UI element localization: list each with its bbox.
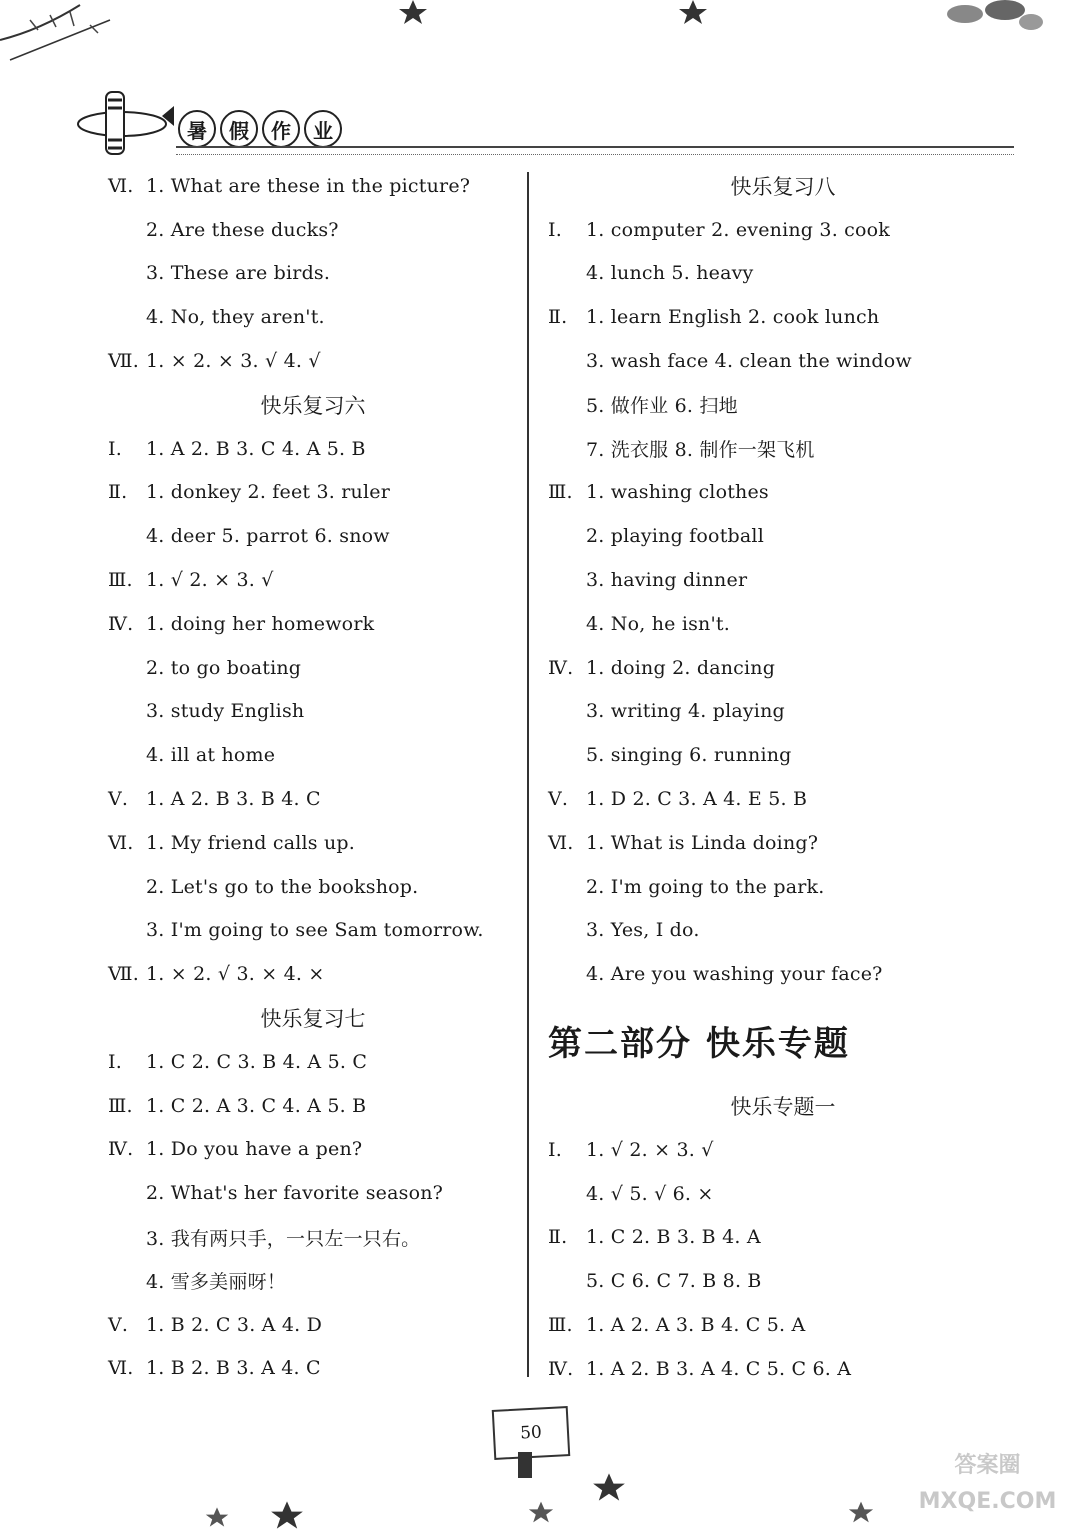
section-heading: 快乐专题一: [730, 1095, 836, 1120]
answer-line: [108, 865, 518, 909]
answer-line: [108, 646, 518, 690]
answer-line: [108, 471, 518, 515]
watermark-logo: [905, 1448, 1070, 1528]
section-numeral: Ⅰ.: [108, 1050, 122, 1073]
answer-line: [548, 821, 1018, 865]
page-number: 50: [519, 1422, 543, 1444]
column-divider: [527, 172, 529, 1377]
answer-text: 2. Are these ducks?: [146, 218, 339, 241]
answer-line: [548, 471, 1018, 515]
header-rule: [176, 146, 1014, 155]
answer-line: [108, 690, 518, 734]
section-numeral: Ⅱ.: [548, 306, 568, 329]
answer-line: [548, 339, 1018, 383]
answer-text: 1. doing her homework: [146, 612, 375, 635]
answer-line: [548, 1259, 1018, 1303]
answer-line: [548, 646, 1018, 690]
answer-line: [108, 295, 518, 339]
answer-text: 3. writing 4. playing: [586, 700, 785, 723]
answer-line: [108, 514, 518, 558]
leaf-decoration-icon: [935, 0, 1045, 40]
header-title-char: 作: [262, 110, 300, 148]
answer-text: 3. study English: [146, 700, 305, 723]
answer-line: [548, 690, 1018, 734]
answer-text: 1. √ 2. × 3. √: [146, 569, 274, 592]
star-icon: [678, 0, 708, 24]
section-heading: 快乐复习七: [260, 1007, 366, 1032]
section-numeral: Ⅰ.: [548, 218, 562, 241]
section-numeral: Ⅳ.: [548, 1357, 574, 1380]
answer-line: [108, 777, 518, 821]
answer-text: 3. Yes, I do.: [586, 919, 700, 942]
answer-text: 1. A 2. B 3. A 4. C 5. C 6. A: [586, 1357, 852, 1380]
answer-line: [548, 383, 1018, 427]
answer-line: [548, 952, 1018, 996]
section-numeral: Ⅶ.: [108, 963, 139, 986]
answer-text: 1. C 2. C 3. B 4. A 5. C: [146, 1050, 368, 1073]
answer-text: 4. No, he isn't.: [586, 612, 730, 635]
answer-text: 1. computer 2. evening 3. cook: [586, 218, 891, 241]
answer-text: 5. 做作业 6. 扫地: [586, 395, 738, 418]
answer-line: [548, 1128, 1018, 1172]
answer-text: 3. I'm going to see Sam tomorrow.: [146, 919, 484, 942]
answer-text: 1. C 2. B 3. B 4. A: [586, 1226, 761, 1249]
star-icon: [528, 1500, 554, 1524]
star-icon: [398, 0, 428, 24]
section-numeral: Ⅴ.: [108, 1313, 129, 1336]
answer-text: 1. donkey 2. feet 3. ruler: [146, 481, 390, 504]
answer-text: 1. doing 2. dancing: [586, 656, 776, 679]
answer-text: 1. What are these in the picture?: [146, 174, 471, 197]
answer-text: 2. What's her favorite season?: [146, 1182, 444, 1205]
star-icon: [205, 1506, 229, 1528]
answer-text: 7. 洗衣服 8. 制作一架飞机: [586, 439, 815, 462]
answer-text: 4. Are you washing your face?: [586, 963, 883, 986]
answer-line: [108, 558, 518, 602]
header-title: [178, 110, 342, 148]
answer-text: 1. C 2. A 3. C 4. A 5. B: [146, 1094, 367, 1117]
section-numeral: Ⅵ.: [548, 831, 574, 854]
answer-line: [108, 821, 518, 865]
star-icon: [592, 1472, 626, 1502]
answer-line: [548, 865, 1018, 909]
answer-text: 3. wash face 4. clean the window: [586, 350, 912, 373]
section-numeral: Ⅴ.: [108, 788, 129, 811]
section-numeral: Ⅲ.: [548, 1314, 573, 1337]
answer-text: 1. × 2. × 3. √ 4. √: [146, 350, 321, 373]
answer-text: 3. 我有两只手，一只左一只右。: [146, 1227, 421, 1250]
answer-text: 1. A 2. A 3. B 4. C 5. A: [586, 1314, 806, 1337]
sign-post: [518, 1452, 532, 1478]
answer-line: [108, 952, 518, 996]
answer-text: 4. 雪多美丽呀！: [146, 1271, 286, 1294]
answer-text: 4. ill at home: [146, 744, 276, 767]
answer-text: 1. B 2. C 3. A 4. D: [146, 1313, 323, 1336]
answer-text: 3. having dinner: [586, 569, 748, 592]
answer-text: 1. B 2. B 3. A 4. C: [146, 1357, 321, 1380]
answer-line: [548, 514, 1018, 558]
header-title-char: 假: [220, 110, 258, 148]
answer-line: [548, 909, 1018, 953]
answer-text: 2. to go boating: [146, 656, 302, 679]
answer-line: [548, 1347, 1018, 1391]
answer-line: [548, 1303, 1018, 1347]
answer-text: 1. My friend calls up.: [146, 831, 356, 854]
answer-line: [108, 733, 518, 777]
airplane-icon: [66, 86, 178, 160]
section-numeral: Ⅲ.: [108, 1094, 133, 1117]
answer-line: [108, 1171, 518, 1215]
header-title-char: 暑: [178, 110, 216, 148]
answer-text: 4. lunch 5. heavy: [586, 262, 754, 285]
answer-line: [548, 777, 1018, 821]
part-heading: 第二部分 快乐专题: [548, 1023, 850, 1064]
section-heading: 快乐复习六: [260, 393, 366, 418]
answer-line: [108, 427, 518, 471]
answer-line: [548, 558, 1018, 602]
answer-text: 1. washing clothes: [586, 481, 769, 504]
answer-line: [548, 602, 1018, 646]
section-numeral: Ⅳ.: [108, 612, 134, 635]
section-numeral: Ⅰ.: [108, 437, 122, 460]
answer-text: 5. singing 6. running: [586, 744, 792, 767]
section-numeral: Ⅵ.: [108, 1357, 134, 1380]
answer-text: 1. learn English 2. cook lunch: [586, 306, 880, 329]
answer-text: 4. deer 5. parrot 6. snow: [146, 525, 390, 548]
answer-line: [548, 1216, 1018, 1260]
answer-line: [548, 733, 1018, 777]
section-numeral: Ⅰ.: [548, 1138, 562, 1161]
answer-line: [108, 1215, 518, 1259]
answer-text: 4. √ 5. √ 6. ×: [586, 1182, 714, 1205]
answer-line: [108, 1347, 518, 1391]
right-column: [548, 164, 1018, 1391]
star-icon: [848, 1500, 874, 1524]
answer-text: 2. Let's go to the bookshop.: [146, 875, 419, 898]
answer-line: [108, 252, 518, 296]
answer-line: [108, 1259, 518, 1303]
answer-text: 1. Do you have a pen?: [146, 1138, 363, 1161]
section-numeral: Ⅵ.: [108, 174, 134, 197]
section-numeral: Ⅲ.: [108, 569, 133, 592]
answer-line: [548, 252, 1018, 296]
section-numeral: Ⅶ.: [108, 350, 139, 373]
section-numeral: Ⅵ.: [108, 831, 134, 854]
answer-text: 1. A 2. B 3. B 4. C: [146, 788, 321, 811]
answer-text: 2. I'm going to the park.: [586, 875, 825, 898]
answer-line: [108, 1128, 518, 1172]
answer-line: [108, 208, 518, 252]
answer-text: 1. D 2. C 3. A 4. E 5. B: [586, 788, 808, 811]
answer-text: 1. A 2. B 3. C 4. A 5. B: [146, 437, 366, 460]
answer-line: [548, 295, 1018, 339]
answer-line: [108, 164, 518, 208]
answer-text: 1. × 2. √ 3. × 4. ×: [146, 963, 325, 986]
answer-text: 3. These are birds.: [146, 262, 331, 285]
left-column: [108, 164, 518, 1390]
section-numeral: Ⅲ.: [548, 481, 573, 504]
section-numeral: Ⅱ.: [548, 1226, 568, 1249]
answer-line: [108, 1084, 518, 1128]
section-numeral: Ⅳ.: [548, 656, 574, 679]
answer-line: [548, 208, 1018, 252]
answer-text: 5. C 6. C 7. B 8. B: [586, 1270, 762, 1293]
answer-text: 4. No, they aren't.: [146, 306, 325, 329]
section-heading: 快乐复习八: [730, 174, 836, 199]
answer-line: [108, 339, 518, 383]
answer-text: 1. What is Linda doing?: [586, 831, 819, 854]
star-icon: [270, 1500, 304, 1530]
header-title-char: 业: [304, 110, 342, 148]
answer-line: [108, 1040, 518, 1084]
section-numeral: Ⅳ.: [108, 1138, 134, 1161]
answer-line: [108, 909, 518, 953]
answer-line: [108, 602, 518, 646]
section-numeral: Ⅱ.: [108, 481, 128, 504]
answer-line: [548, 1172, 1018, 1216]
watermark-text: 答案圈 MXQE.COM: [918, 1453, 1057, 1514]
answer-line: [108, 1303, 518, 1347]
section-numeral: Ⅴ.: [548, 788, 569, 811]
answer-line: [548, 427, 1018, 471]
answer-text: 1. √ 2. × 3. √: [586, 1138, 714, 1161]
answer-text: 2. playing football: [586, 525, 764, 548]
